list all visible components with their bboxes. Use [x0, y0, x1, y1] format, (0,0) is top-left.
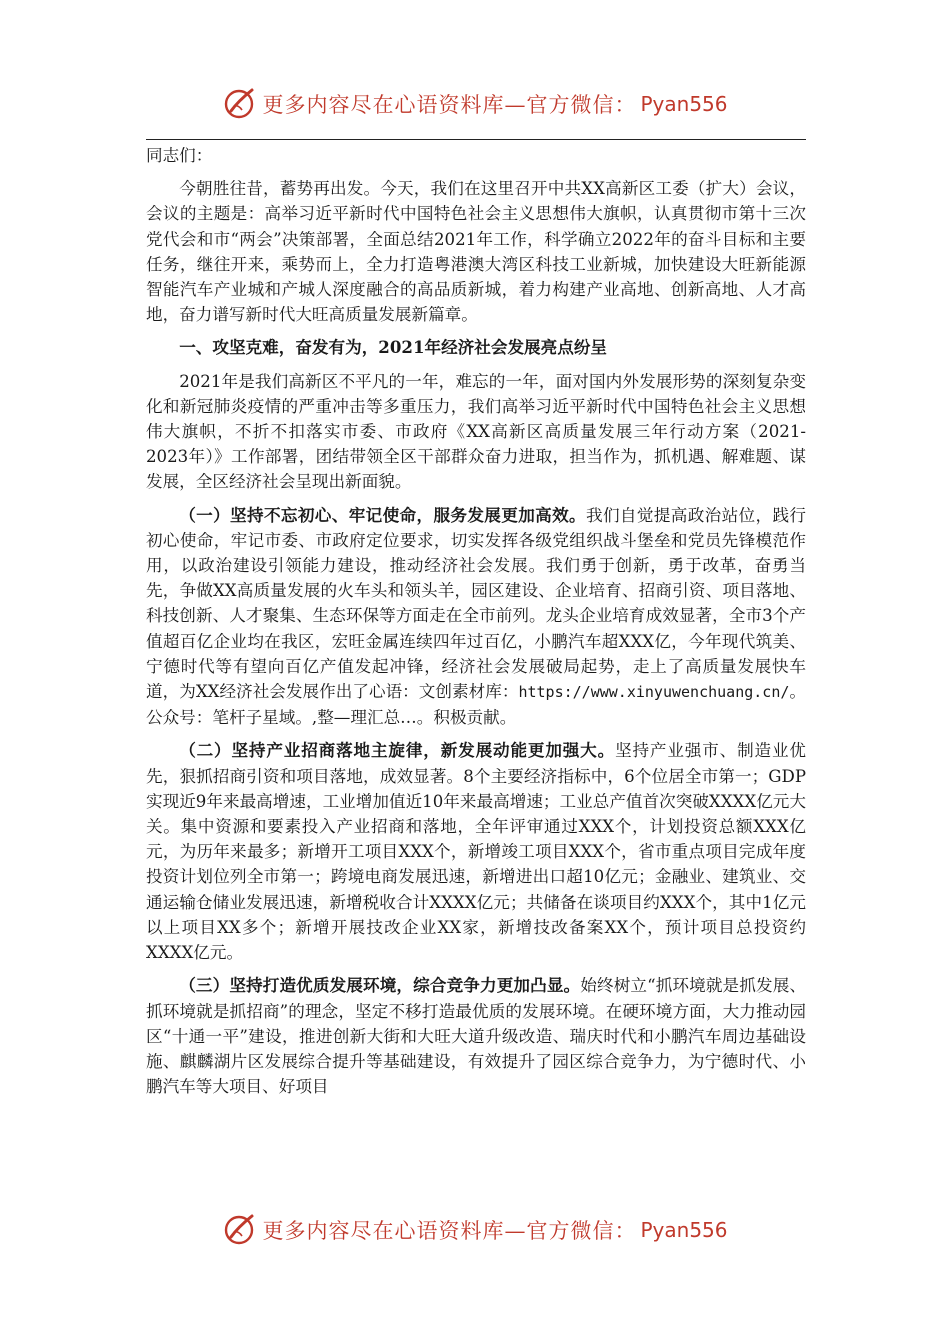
- section-paragraph-2: [146, 738, 806, 965]
- banner-text: 更多内容尽在心语资料库—官方微信：: [262, 93, 637, 117]
- brush-logo-icon: [222, 86, 258, 122]
- section-lead-1: （一）坚持不忘初心、牢记使命，服务发展更加高效。: [179, 504, 586, 525]
- watermark-banner-top: [0, 84, 950, 124]
- brush-logo-icon: [222, 1212, 258, 1248]
- section-lead-2: （二）坚持产业招商落地主旋律，新发展动能更加强大。: [179, 740, 616, 761]
- section-body-1: 我们自觉提高政治站位，践行初心使命，牢记市委、市政府定位要求，切实发挥各级党组织战斗堡垒和党员先锋模范作用，以政治建设引领能力建设，推动经济社会发展。我们勇于创新，勇于改革，奋勇当先，争做XX高质量发展的火车头和领头羊，园区建设、企业培育、招商引资、项目落地、科技创新、人才聚集、生态环保等方面走在全市前列。龙头企业培育成效显著，全市3个产值超百亿企业均在我区，宏旺金属连续四年过百亿，小鹏汽车超XXX亿，今年现代筑美、宁德时代等有望向百亿产值发起冲锋，经济社会发展破局起势，走上了高质量发展快车道，为XX经济社会发展作出了心语：文创素材库：: [146, 505, 806, 702]
- section-tail-1: 。公众号：笔杆子星域。,整—理汇总…。积极贡献。: [146, 682, 806, 728]
- document-body: [146, 143, 806, 1099]
- source-url: https://www.xinyuwenchuang.cn/: [518, 683, 790, 702]
- section-body-2: 坚持产业强市、制造业优先，狠抓招商引资和项目落地，成效显著。8个主要经济指标中，6个位居全市第一；GDP实现近9年来最高增速，工业增加值近10年来最高增速；工业总产值首次突破XXXX亿元大关。集中资源和要素投入产业招商和落地，全年评审通过XXX个，计划投资总额XXX亿元，为历年来最多；新增开工项目XXX个，新增竣工项目XXX个，省市重点项目完成年度投资计划位列全市第一；跨境电商发展迅速，新增进出口超10亿元；金融业、建筑业、交通运输仓储业发展迅速，新增税收合计XXXX亿元；共储备在谈项目约XXX个，其中1亿元以上项目XX多个；新增开展技改企业XX家，新增技改备案XX个，预计项目总投资约XXXX亿元。: [146, 741, 807, 963]
- section-lead-3: （三）坚持打造优质发展环境，综合竞争力更加凸显。: [179, 975, 581, 996]
- header-rule: [146, 139, 806, 140]
- banner-handle: Pyan556: [640, 92, 728, 116]
- overview-paragraph: 2021年是我们高新区不平凡的一年，难忘的一年，面对国内外发展形势的深刻复杂变化和新冠肺炎疫情的严重冲击等多重压力，我们高举习近平新时代中国特色社会主义思想伟大旗帜，不折不扣落实市委、市政府《XX高新区高质量发展三年行动方案（2021-2023年）》工作部署，团结带领全区干部群众奋力进取，担当作为，抓机遇、解难题、谋发展，全区经济社会呈现出新面貌。: [146, 371, 806, 492]
- intro-paragraph: 今朝胜往昔，蓄势再出发。今天，我们在这里召开中共XX高新区工委（扩大）会议，会议的主题是：高举习近平新时代中国特色社会主义思想伟大旗帜，认真贯彻市第十三次党代会和市“两会”决策部署，全面总结2021年工作，科学确立2022年的奋斗目标和主要任务，继往开来，乘势而上，全力打造粤港澳大湾区科技工业新城，加快建设大旺新能源智能汽车产业城和产城人深度融合的高品质新城，着力构建产业高地、创新高地、人才高地，奋力谱写新时代大旺高质量发展新篇章。: [146, 179, 806, 325]
- banner-text: 更多内容尽在心语资料库—官方微信：: [262, 1219, 637, 1243]
- banner-handle: Pyan556: [640, 1218, 728, 1242]
- section-heading-1: 一、攻坚克难，奋发有为，2021年经济社会发展亮点纷呈: [179, 337, 608, 358]
- section-body-3: 始终树立“抓环境就是抓发展、抓环境就是抓招商”的理念，坚定不移打造最优质的发展环境。在硬环境方面，大力推动园区“十通一平”建设，推进创新大街和大旺大道升级改造、瑞庆时代和小鹏汽车周边基础设施、麒麟湖片区发展综合提升等基础建设，有效提升了园区综合竞争力，为宁德时代、小鹏汽车等大项目、好项目: [146, 976, 806, 1097]
- section-paragraph-3: [146, 973, 806, 1099]
- section-paragraph-1: [146, 503, 806, 731]
- salutation: 同志们：: [146, 146, 213, 165]
- watermark-banner-bottom: [0, 1210, 950, 1250]
